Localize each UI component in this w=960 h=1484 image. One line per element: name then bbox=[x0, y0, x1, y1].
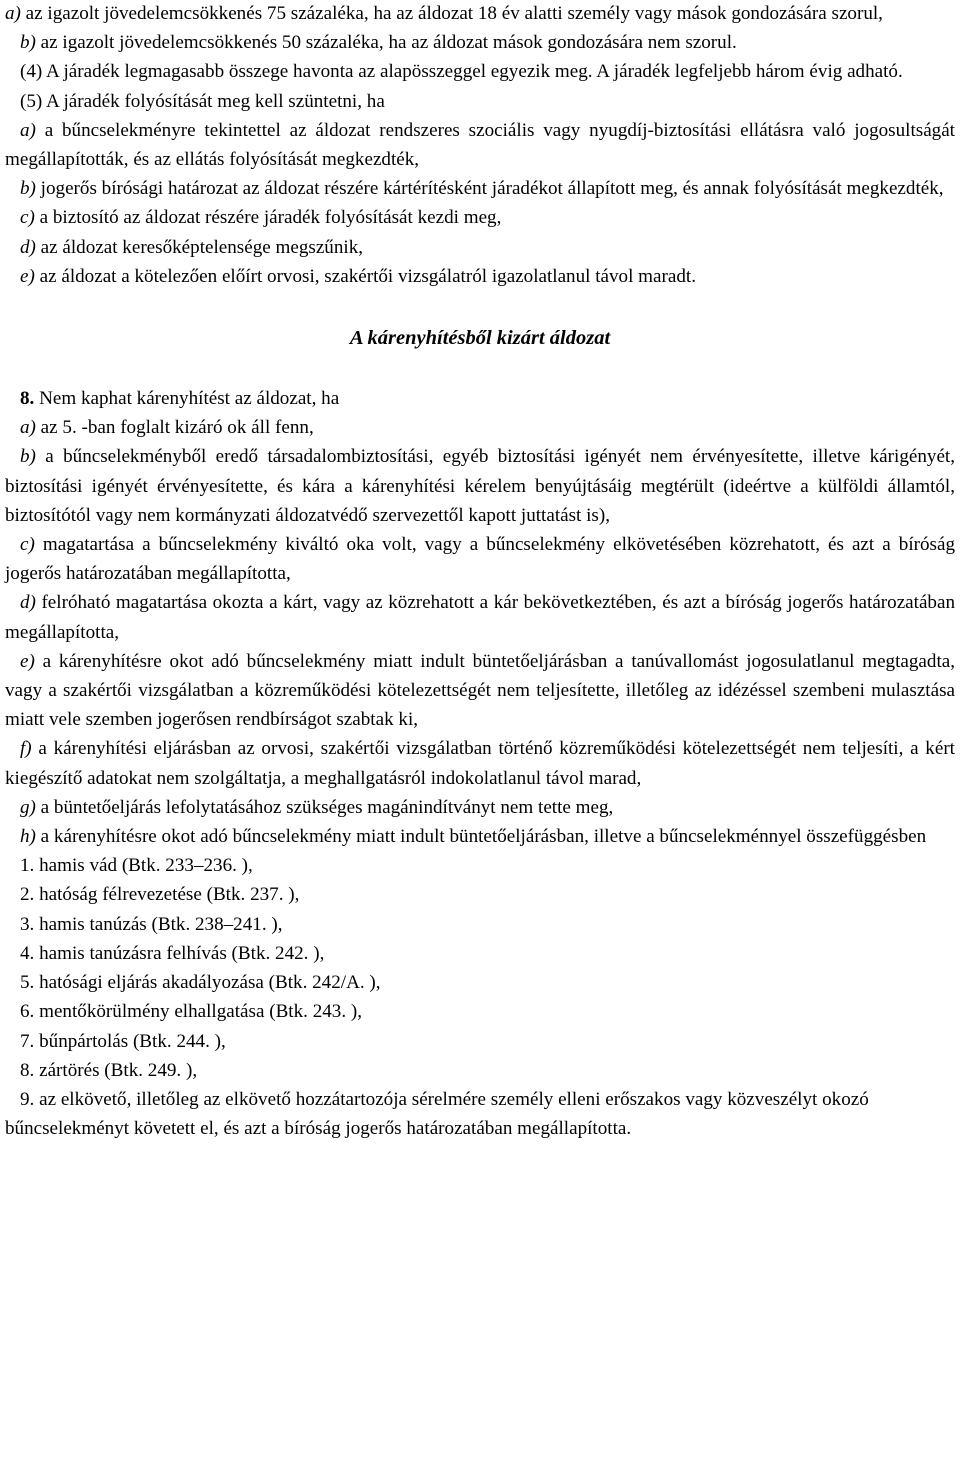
p5-item-e bbox=[5, 262, 955, 291]
p5-item-d-label: d) bbox=[20, 236, 36, 258]
numbered-item: 2. hatóság félrevezetése (Btk. 237. ), bbox=[20, 884, 300, 906]
p5-item-c-text: a biztosító az áldozat részére járadék folyósítását kezdi meg, bbox=[34, 207, 502, 229]
s-item-d-text: felróható magatartása okozta a kárt, vagy az közrehatott a kár bekövetkeztében, és azt a bíróság jogerős határozatában megállapította, bbox=[5, 592, 955, 643]
p5-item-b-text: jogerős bírósági határozat az áldozat részére kártérítésként járadékot állapított meg, és annak folyósítását megkezdték, bbox=[35, 178, 944, 200]
s-item-g bbox=[5, 793, 955, 822]
item-b-text: az igazolt jövedelemcsökkenés 50 százaléka, ha az áldozat mások gondozására nem szorul. bbox=[35, 32, 737, 54]
paragraph-5: (5) A járadék folyósítását meg kell szüntetni, ha bbox=[20, 90, 385, 112]
p5-item-a-label: a) bbox=[20, 119, 36, 141]
item-a-text: az igazolt jövedelemcsökkenés 75 százaléka, ha az áldozat 18 év alatti személy vagy mások gondozására szorul, bbox=[20, 3, 883, 24]
s-item-a bbox=[5, 413, 955, 442]
s-item-e-text: a kárenyhítésre okot adó bűncselekmény miatt indult büntetőeljárásban a tanúvallomást jogosulatlanul megtagadta, vagy a szakértői vizsgálatban a közreműködési kötelezettségét nem teljesítette, illetőleg az idézéssel szembeni mulasztása miatt vele szemben jogerősen rendbírságot szabtak ki, bbox=[5, 650, 955, 731]
s-item-d bbox=[5, 588, 955, 646]
p5-item-a bbox=[5, 116, 955, 174]
numbered-item: 9. az elkövető, illetőleg az elkövető hozzátartozója sérelmére személy elleni erőszakos vagy közveszélyt okozó bbox=[20, 1088, 869, 1110]
p5-item-e-label: e) bbox=[20, 265, 35, 287]
s-item-e-label: e) bbox=[20, 650, 35, 672]
s-item-h-text: a kárenyhítésre okot adó bűncselekmény miatt indult büntetőeljárásban, illetve a bűncselekménnyel összefüggésben bbox=[35, 826, 927, 848]
s-item-c bbox=[5, 530, 955, 588]
s-item-f-label: f) bbox=[20, 738, 32, 760]
numbered-item: 6. mentőkörülmény elhallgatása (Btk. 243. ), bbox=[20, 1001, 363, 1023]
s-item-f-text: a kárenyhítési eljárásban az orvosi, szakértői vizsgálatban történő közreműködési kötelezettségét nem teljesíti, a kért kiegészítő adatokat nem szolgáltatja, a meghallgatásról indokolatlanul távol marad, bbox=[5, 738, 955, 789]
p5-item-e-text: az áldozat a kötelezően előírt orvosi, szakértői vizsgálatról igazolatlanul távol maradt. bbox=[34, 265, 696, 287]
item-a-label: a) bbox=[5, 3, 21, 24]
paragraph-4: (4) A járadék legmagasabb összege havonta az alapösszeggel egyezik meg. A járadék legfeljebb három évig adható. bbox=[20, 61, 903, 83]
numbered-item: 8. zártörés (Btk. 249. ), bbox=[20, 1059, 198, 1081]
item-a bbox=[5, 0, 955, 28]
s-item-d-label: d) bbox=[20, 592, 36, 614]
s-item-h-label: h) bbox=[20, 826, 36, 848]
p5-item-d bbox=[5, 233, 955, 262]
s-item-b bbox=[5, 442, 955, 530]
s-item-h bbox=[5, 822, 955, 851]
item-b-label: b) bbox=[20, 32, 36, 54]
s-item-g-text: a büntetőeljárás lefolytatásához szükséges magánindítványt nem tette meg, bbox=[35, 796, 614, 818]
s-item-g-label: g) bbox=[20, 796, 36, 818]
p5-item-c bbox=[5, 203, 955, 232]
s-item-f bbox=[5, 734, 955, 792]
s-item-b-text: a bűncselekményből eredő társadalombiztosítási, egyéb biztosítási igényét nem érvényesítette, illetve kárigényét, biztosítási igényét érvényesítette, és kára a kárenyhítési kérelem benyújtásáig megtérült (ideértve a külföldi államtól, biztosítótól vagy nem kormányzati áldozatvédő szervezettől kapott juttatást is), bbox=[5, 446, 955, 526]
s-item-c-text: magatartása a bűncselekmény kiváltó oka volt, vagy a bűncselekmény elkövetésében közrehatott, és azt a bíróság jogerős határozatában megállapította, bbox=[5, 534, 955, 585]
section-lead bbox=[5, 384, 955, 413]
s-item-a-label: a) bbox=[20, 417, 36, 439]
item-b bbox=[5, 28, 955, 57]
numbered-item: 7. bűnpártolás (Btk. 244. ), bbox=[20, 1030, 226, 1052]
section-title: A kárenyhítésből kizárt áldozat bbox=[349, 327, 611, 350]
numbered-item: 4. hamis tanúzásra felhívás (Btk. 242. ), bbox=[20, 942, 325, 964]
numbered-item: 5. hatósági eljárás akadályozása (Btk. 242/A. ), bbox=[20, 972, 381, 994]
p5-item-a-text: a bűncselekményre tekintettel az áldozat rendszeres szociális vagy nyugdíj-biztosítási ellátásra való jogosultságát megállapították, és az ellátás folyósítását megkezdték, bbox=[5, 119, 955, 171]
s-item-a-text: az 5. -ban foglalt kizáró ok áll fenn, bbox=[35, 417, 314, 439]
section-number: 8. bbox=[20, 388, 35, 410]
p5-item-b-label: b) bbox=[20, 178, 36, 200]
s-item-e bbox=[5, 647, 955, 735]
section-lead-text: Nem kaphat kárenyhítést az áldozat, ha bbox=[34, 388, 340, 410]
numbered-item: 3. hamis tanúzás (Btk. 238–241. ), bbox=[20, 913, 283, 935]
p5-item-b bbox=[5, 174, 955, 203]
numbered-item: 1. hamis vád (Btk. 233–236. ), bbox=[20, 855, 253, 877]
p5-item-c-label: c) bbox=[20, 207, 35, 229]
p5-item-d-text: az áldozat keresőképtelensége megszűnik, bbox=[35, 236, 364, 258]
s-item-b-label: b) bbox=[20, 446, 36, 468]
s-item-c-label: c) bbox=[20, 534, 35, 556]
closing-text: bűncselekményt követett el, és azt a bíróság jogerős határozatában megállapította. bbox=[5, 1118, 632, 1140]
